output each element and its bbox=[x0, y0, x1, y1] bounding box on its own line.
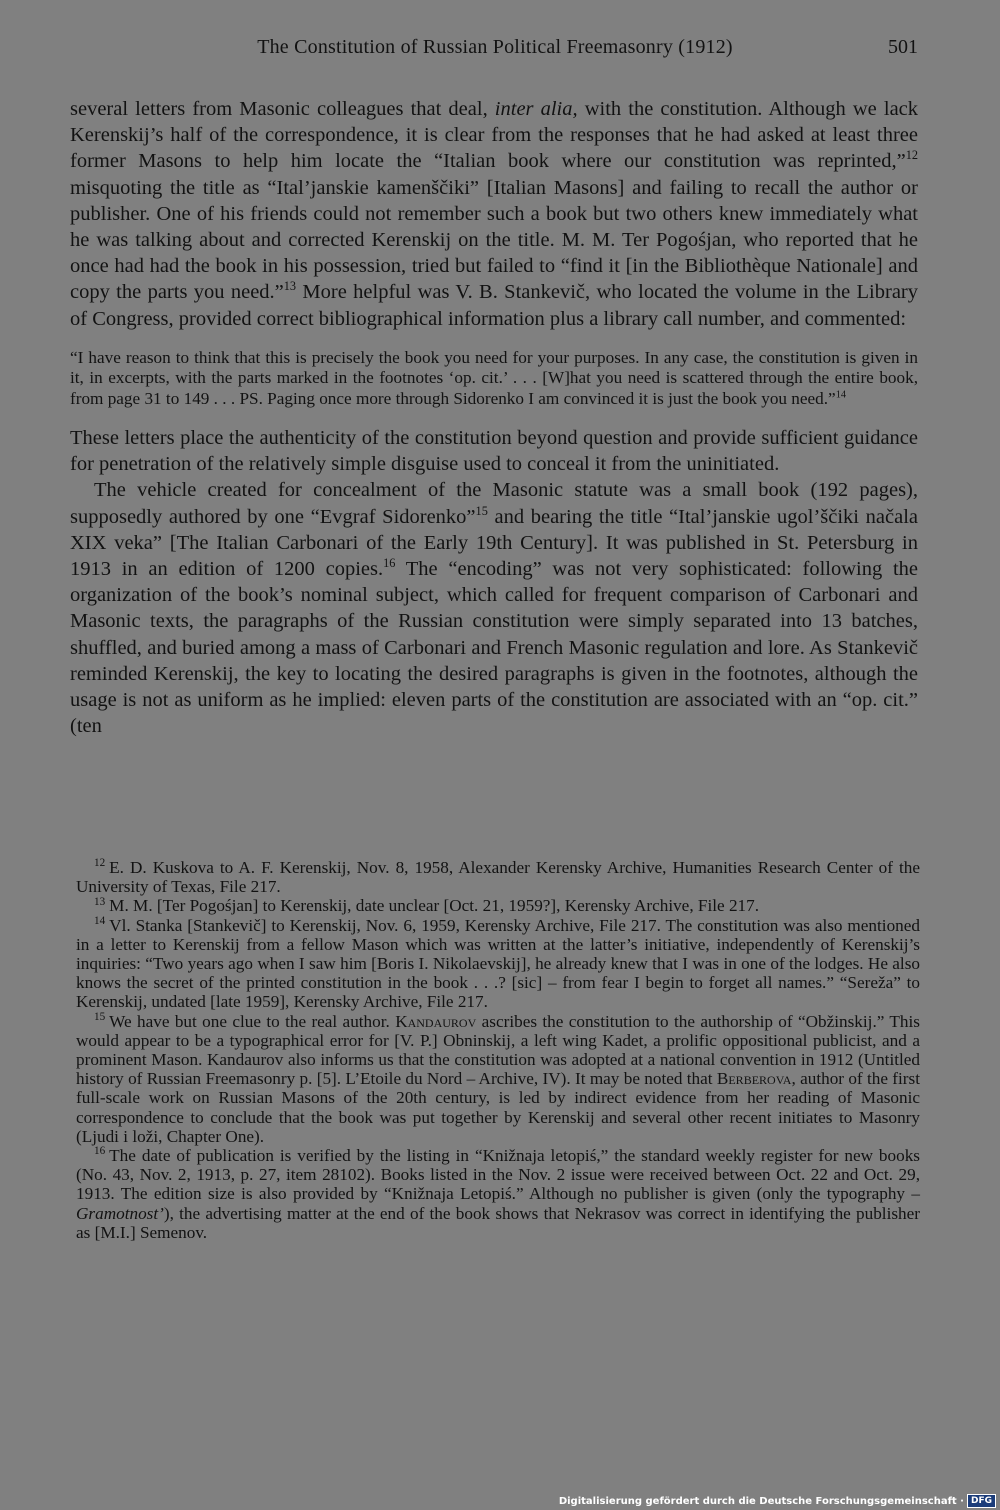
text-run: The vehicle created for concealment of the Masonic statute was a small book (192 pages), supposedly authored by one “Evgraf Sidorenko” bbox=[70, 479, 918, 528]
small-caps-name: Berberova bbox=[716, 1069, 792, 1089]
footnote-text: M. M. [Ter Pogośjan] to Kerenskij, date unclear [Oct. 21, 1959?], Kerensky Archive, File 217. bbox=[109, 896, 760, 916]
footnote-ref-16: 16 bbox=[383, 556, 396, 571]
small-caps-name: Kandaurov bbox=[395, 1011, 477, 1031]
footnotes bbox=[76, 858, 920, 1242]
italic-run: inter alia, bbox=[494, 98, 578, 120]
credit-text: Digitalisierung gefördert durch die Deutsche Forschungsgemeinschaft · bbox=[558, 1495, 964, 1507]
paragraph-1 bbox=[70, 96, 918, 332]
footnote-14 bbox=[76, 916, 920, 1012]
page-header bbox=[72, 36, 918, 66]
footnote-ref-14: 14 bbox=[835, 388, 846, 400]
running-title: The Constitution of Russian Political Freemasonry (1912) bbox=[257, 36, 733, 58]
paragraph-2: These letters place the authenticity of the constitution beyond question and provide sufficient guidance for penetration of the relatively simple disguise used to conceal it from the uninitiated. bbox=[70, 427, 918, 476]
footnote-12 bbox=[76, 858, 920, 896]
footnote-ref-13: 13 bbox=[283, 279, 297, 294]
footnote-number: 16 bbox=[94, 1145, 106, 1158]
italic-run: Gramotnost’ bbox=[76, 1203, 164, 1223]
footnote-text: The date of publication is verified by the listing in “Knižnaja letopiś,” the standard weekly register for new books (No. 43, Nov. 2, 1913, p. 27, item 28102). Books listed in the Nov. 2 issue were received between Oct. 22 and Oct. 29, 1913. The edition size is also provided by “Knižnaja Letopiś.” Although no publisher is given (only the typography – bbox=[76, 1146, 920, 1204]
quote-text: “I have reason to think that this is precisely the book you need for your purposes. In any case, the constitution is given in it, in excerpts, with the parts marked in the footnotes ‘op. cit.’ . . . [W]hat you need is scattered through the entire book, from page 31 to 149 . . . PS. Paging once more through Sidorenko I am convinced it is just the book you need.” bbox=[70, 347, 918, 408]
page-number: 501 bbox=[888, 36, 918, 58]
footnote-text: We have but one clue to the real author. bbox=[109, 1011, 396, 1031]
text-run: several letters from Masonic colleagues that deal, bbox=[70, 98, 495, 120]
footnote-13 bbox=[76, 896, 920, 915]
footnote-number: 14 bbox=[94, 914, 106, 927]
paragraph-3 bbox=[70, 477, 918, 739]
text-run: with the constitution. Although we lack Kerenskij’s half of the correspondence, it is clear from the responses that he had asked at least three former Masons to help him locate the “Italian book where our constitution was reprinted,” bbox=[70, 98, 919, 173]
text-run: More helpful was V. B. Stankevič, who located the volume in the Library of Congress, provided correct bibliographical information plus a library call number, and commented: bbox=[70, 281, 918, 330]
footnote-number: 12 bbox=[94, 857, 106, 870]
footnote-number: 13 bbox=[94, 895, 106, 908]
footnote-15 bbox=[76, 1012, 920, 1146]
body-text bbox=[70, 96, 918, 739]
footnote-number: 15 bbox=[94, 1010, 106, 1023]
text-run: The “encoding” was not very sophisticated: following the organization of the book’s nominal subject, which called for frequent comparison of Carbonari and Masonic texts, the paragraphs of the Russian constitution were simply separated into 13 batches, shuffled, and buried among a mass of Carbonari and French Masonic regulation and lore. As Stankevič reminded Kerenskij, the key to locating the desired paragraphs is given in the footnotes, although the usage is not as uniform as he implied: eleven parts of the constitution are associated with an “op. cit.” (ten bbox=[70, 558, 918, 738]
footnote-text: ), the advertising matter at the end of the book shows that Nekrasov was correct in identifying the publisher as [M.I.] Semenov. bbox=[76, 1203, 920, 1242]
dfg-logo-icon: DFG bbox=[967, 1494, 996, 1508]
footnote-ref-12: 12 bbox=[905, 148, 918, 163]
footnote-ref-15: 15 bbox=[475, 503, 488, 518]
digitization-credit bbox=[559, 1494, 996, 1508]
block-quote bbox=[70, 348, 918, 409]
text-run: misquoting the title as “Ital’janskie kamenščiki” [Italian Masons] and failing to recall the author or publisher. One of his friends could not remember such a book but two others knew immediately what he was talking about and corrected Kerenskij on the title. M. M. Ter Pogośjan, who reported that he once had had the book in his possession, tried but failed to “find it [in the Bibliothèque Nationale] and copy the parts you need.” bbox=[70, 176, 918, 304]
footnote-16 bbox=[76, 1146, 920, 1242]
text-run: and bearing the title “Ital’janskie ugol’ščiki načala XIX veka” [The Italian Carbonari of the Early 19th Century]. It was published in St. Petersburg in 1913 in an edition of 1200 copies. bbox=[70, 505, 918, 581]
footnote-text: , author of the first full-scale work on Russian Masons of the 20th century, is led by indirect evidence from her reading of Masonic correspondence to conclude that the book was put together by Kerenskij and several other recent initiates to Masonry (Ljudi i loži, Chapter One). bbox=[76, 1069, 920, 1146]
footnote-text: E. D. Kuskova to A. F. Kerenskij, Nov. 8, 1958, Alexander Kerensky Archive, Humanities Research Center of the University of Texas, File 217. bbox=[76, 858, 920, 897]
footnote-text: ascribes the constitution to the authorship of “Obžinskij.” This would appear to be a typographical error for [V. P.] Obninskij, a left wing Kadet, a prolific oppositional publicist, and a prominent Mason. Kandaurov also informs us that the constitution was adopted at a national convention in 1912 (Untitled history of Russian Freemasonry p. [5]. L’Etoile du Nord – Archive, IV). It may be noted that bbox=[76, 1011, 920, 1089]
footnote-text: Vl. Stanka [Stankevič] to Kerenskij, Nov. 6, 1959, Kerensky Archive, File 217. The constitution was also mentioned in a letter to Kerenskij from a fellow Mason which was written at the latter’s initiative, independently of Kerenskij’s inquiries: “Two years ago when I saw him [Boris I. Nikolaevskij], he already knew that I was in one of the lodges. He also knows the secret of the printed constitution in the book . . .? [sic] – from fear I begin to forget all names.” “Sereža” to Kerenskij, undated [late 1959], Kerensky Archive, File 217. bbox=[76, 915, 920, 1012]
